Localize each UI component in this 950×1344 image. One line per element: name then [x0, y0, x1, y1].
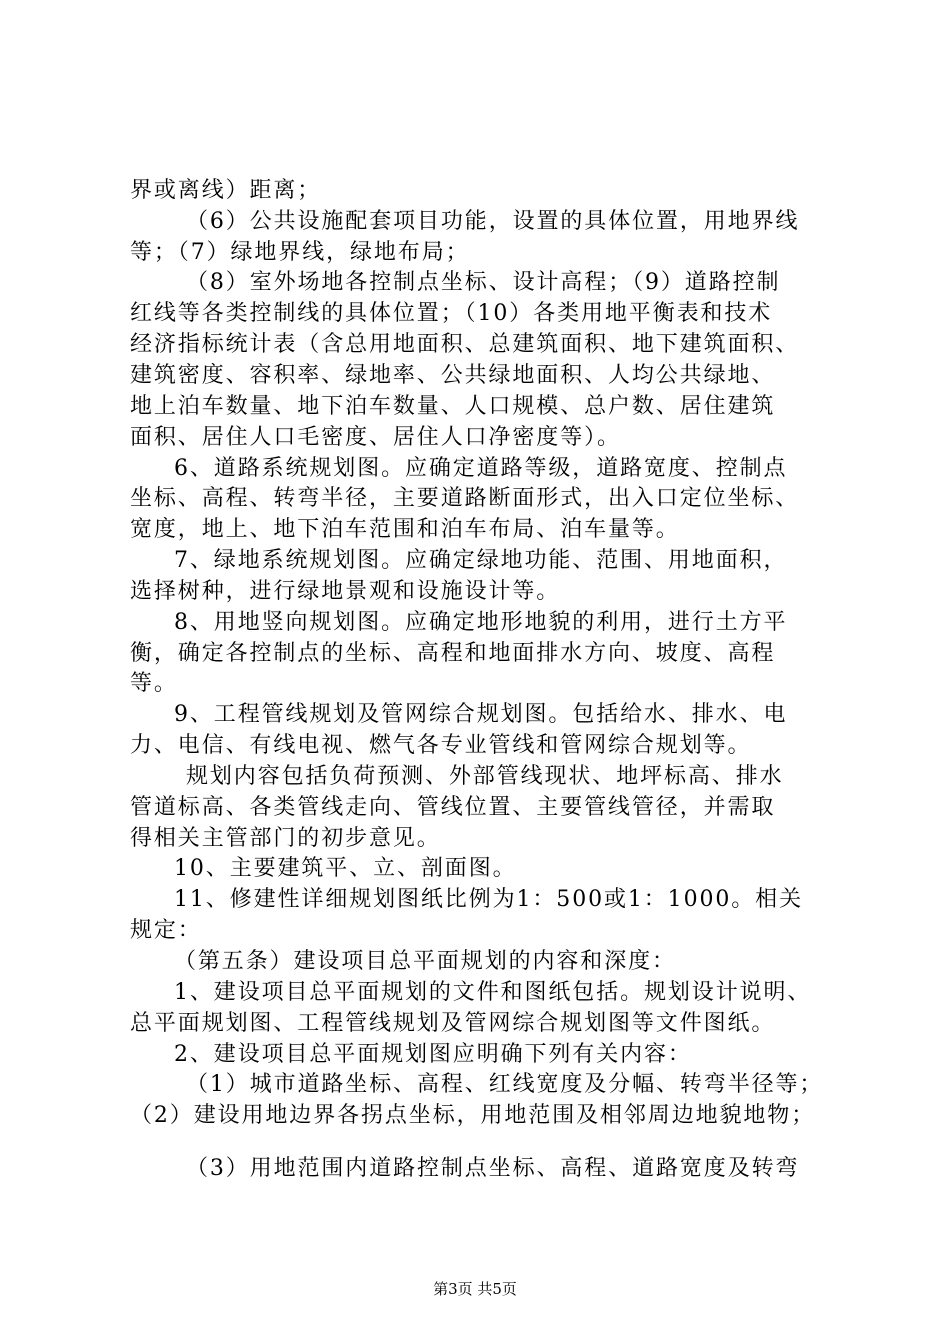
text-line: 等。 — [130, 671, 178, 696]
text-line: 7、绿地系统规划图。应确定绿地功能、范围、用地面积， — [174, 548, 788, 573]
text-line: （2）建设用地边界各拐点坐标，用地范围及相邻周边地貌地物； — [130, 1103, 816, 1128]
text-line: 界或离线）距离； — [130, 178, 322, 203]
text-line: 规划内容包括负荷预测、外部管线现状、地坪标高、排水 — [186, 764, 784, 789]
text-line: 面积、居住人口毛密度、居住人口净密度等）。 — [130, 425, 621, 450]
text-line: 力、电信、有线电视、燃气各专业管线和管网综合规划等。 — [130, 733, 752, 758]
text-line: （6）公共设施配套项目功能，设置的具体位置，用地界线 — [186, 209, 800, 234]
text-line: 8、用地竖向规划图。应确定地形地貌的利用，进行土方平 — [174, 610, 788, 635]
text-line: 2、建设项目总平面规划图应明确下列有关内容： — [174, 1042, 692, 1067]
text-line: （1）城市道路坐标、高程、红线宽度及分幅、转弯半径等； — [186, 1072, 824, 1097]
text-line: 坐标、高程、转弯半径，主要道路断面形式，出入口定位坐标、 — [130, 486, 800, 511]
text-line: 地上泊车数量、地下泊车数量、人口规模、总户数、居住建筑 — [130, 394, 776, 419]
text-line: 规定： — [130, 918, 202, 943]
text-line: 9、工程管线规划及管网综合规划图。包括给水、排水、电 — [174, 702, 788, 727]
text-line: （8）室外场地各控制点坐标、设计高程；（9）道路控制 — [186, 270, 781, 295]
text-line: 得相关主管部门的初步意见。 — [130, 826, 441, 851]
text-line: 6、道路系统规划图。应确定道路等级，道路宽度、控制点 — [174, 456, 788, 481]
text-line: 1、建设项目总平面规划的文件和图纸包括。规划设计说明、 — [174, 980, 812, 1005]
text-line: 总平面规划图、工程管线规划及管网综合规划图等文件图纸。 — [130, 1011, 776, 1036]
text-line: 宽度，地上、地下泊车范围和泊车布局、泊车量等。 — [130, 517, 680, 542]
text-line: （3）用地范围内道路控制点坐标、高程、道路宽度及转弯 — [186, 1156, 800, 1181]
text-line: （第五条）建设项目总平面规划的内容和深度： — [174, 949, 676, 974]
text-line: 建筑密度、容积率、绿地率、公共绿地面积、人均公共绿地、 — [130, 363, 776, 388]
text-line: 经济指标统计表（含总用地面积、总建筑面积、地下建筑面积、 — [130, 332, 800, 357]
text-line: 红线等各类控制线的具体位置；（10）各类用地平衡表和技术 — [130, 301, 773, 326]
text-line: 管道标高、各类管线走向、管线位置、主要管线管径，并需取 — [130, 795, 776, 820]
page-number-footer: 第3页 共5页 — [433, 1280, 517, 1298]
text-line: 10、主要建筑平、立、剖面图。 — [174, 856, 517, 881]
text-line: 11、修建性详细规划图纸比例为1：500或1：1000。相关 — [174, 887, 803, 912]
text-line: 等；（7）绿地界线，绿地布局； — [130, 240, 470, 265]
text-line: 选择树种，进行绿地景观和设施设计等。 — [130, 579, 561, 604]
text-line: 衡，确定各控制点的坐标、高程和地面排水方向、坡度、高程 — [130, 641, 776, 666]
